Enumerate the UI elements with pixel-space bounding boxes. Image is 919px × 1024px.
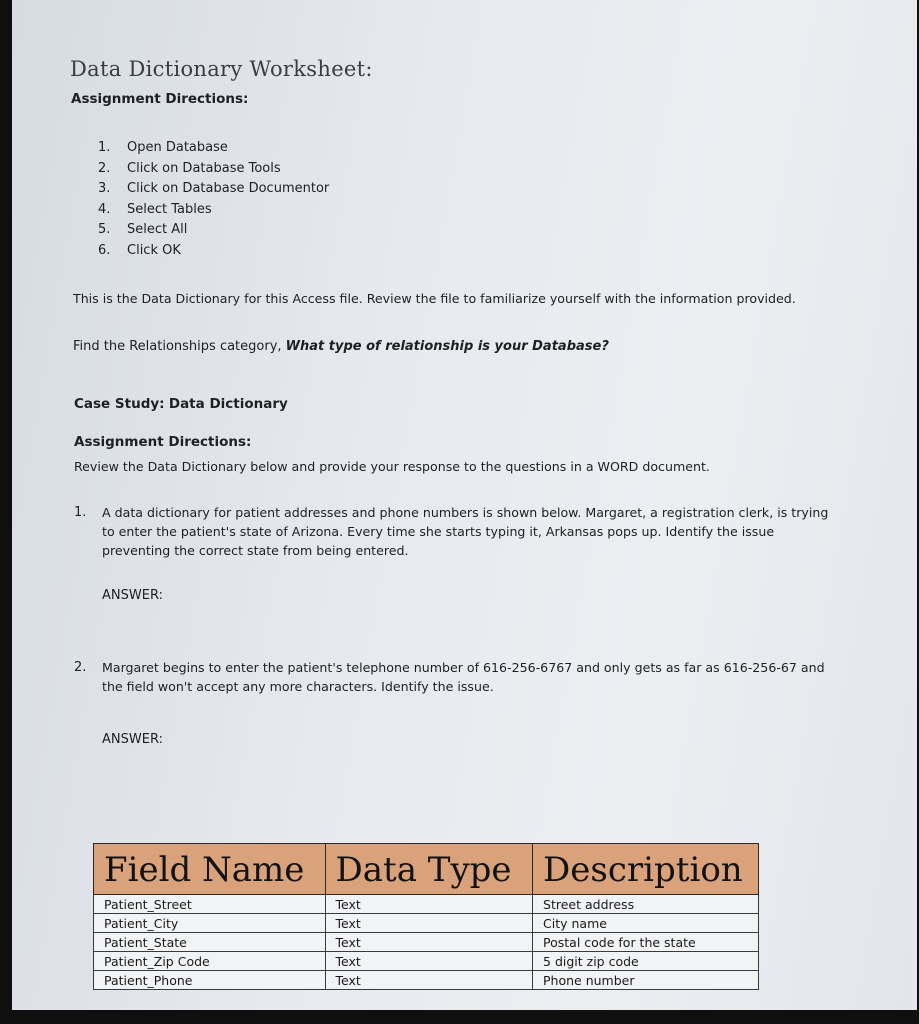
description-cell: 5 digit zip code (533, 952, 759, 971)
table-row (94, 971, 759, 990)
table-row (94, 914, 759, 933)
list-item: 4. Select Tables (98, 201, 212, 217)
description-cell: Postal code for the state (533, 933, 759, 952)
field-name-cell: Patient_City (94, 914, 326, 933)
list-item: 6. Click OK (98, 242, 181, 258)
question-1: 1. A data dictionary for patient addresses and phone numbers is shown below. Margaret, a registration clerk, is trying to enter the patient's state of Arizona. Every time she starts typing it, Arkansas pops up. Identify the issue preventing the correct state from being entered. (74, 505, 829, 558)
column-header-field-name: Field Name (94, 844, 326, 895)
field-name-cell: Patient_Zip Code (94, 952, 326, 971)
data-dictionary-table (93, 843, 759, 990)
worksheet-title: Data Dictionary Worksheet: (70, 57, 373, 81)
case-study-heading: Case Study: Data Dictionary (74, 396, 288, 412)
case-study-directions-heading: Assignment Directions: (74, 434, 252, 450)
table-row (94, 952, 759, 971)
table-header-row (94, 844, 759, 895)
review-instructions: This is the Data Dictionary for this Access file. Review the file to familiarize yourself with the information provided. (73, 291, 796, 306)
list-item: 2. Click on Database Tools (98, 160, 281, 176)
case-study-directions-text: Review the Data Dictionary below and provide your response to the questions in a WORD document. (74, 459, 710, 474)
list-item: 5. Select All (98, 222, 188, 238)
answer-label-2: ANSWER: (102, 732, 163, 747)
data-type-cell: Text (325, 971, 533, 990)
description-cell: City name (533, 914, 759, 933)
table-row (94, 933, 759, 952)
column-header-data-type: Data Type (325, 844, 533, 895)
table-row (94, 895, 759, 914)
relationships-instructions: Find the Relationships category, What type of relationship is your Database? (73, 339, 609, 354)
field-name-cell: Patient_State (94, 933, 326, 952)
steps-list (98, 140, 329, 264)
data-type-cell: Text (325, 914, 533, 933)
description-cell: Phone number (533, 971, 759, 990)
data-type-cell: Text (325, 895, 533, 914)
list-item: 1. Open Database (98, 140, 228, 155)
description-cell: Street address (533, 895, 759, 914)
relationship-question: What type of relationship is your Database? (285, 339, 609, 354)
question-2: 2. Margaret begins to enter the patient's telephone number of 616-256-6767 and only gets as far as 616-256-67 and the field won't accept any more characters. Identify the issue. (74, 660, 825, 694)
column-header-description: Description (533, 844, 759, 895)
field-name-cell: Patient_Phone (94, 971, 326, 990)
assignment-directions-heading: Assignment Directions: (71, 91, 249, 107)
data-type-cell: Text (325, 952, 533, 971)
answer-label-1: ANSWER: (102, 588, 163, 603)
field-name-cell: Patient_Street (94, 895, 326, 914)
list-item: 3. Click on Database Documentor (98, 181, 330, 197)
data-type-cell: Text (325, 933, 533, 952)
